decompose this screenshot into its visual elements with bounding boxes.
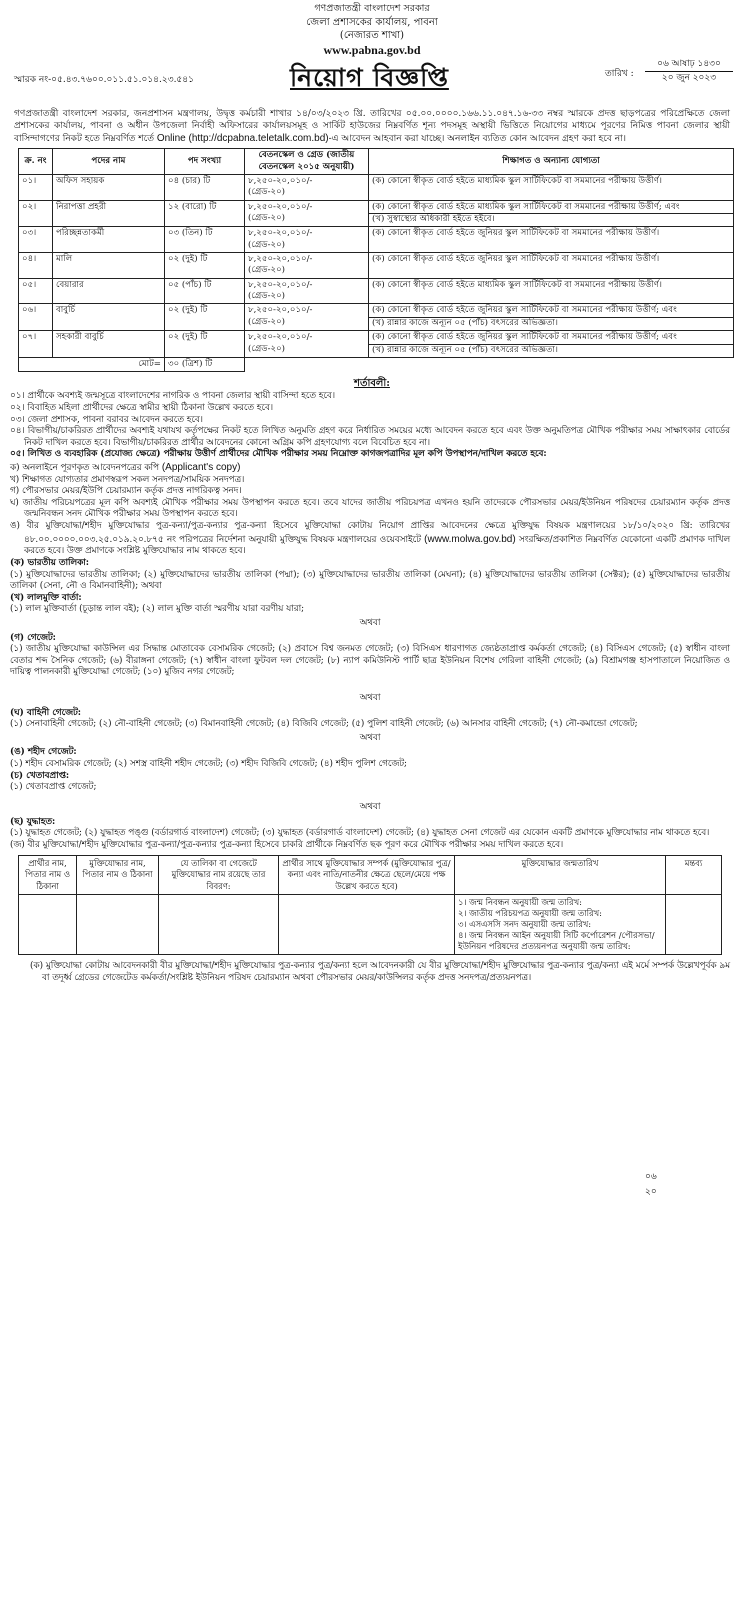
list-ca: (১) খেতাবপ্রাপ্ত গেজেট; [10, 782, 97, 793]
post-count: ০৩ (তিন) টি [165, 227, 245, 253]
post-name: সহকারী বাবুর্চি [53, 331, 165, 358]
letterhead [0, 0, 744, 59]
col-serial: ক্র. নং [19, 149, 53, 175]
total-label: মোট= [19, 357, 165, 371]
conditions-title: শর্তাবলী: [354, 378, 390, 390]
section-name: (নেজারত শাখা) [339, 29, 405, 41]
condition-5a [10, 461, 730, 475]
qual-item: (ক) কোনো স্বীকৃত বোর্ড হইতে মাধ্যমিক স্কুল সার্টিফিকেট বা সমমানের পরীক্ষায় উত্তীর্ণ। [372, 279, 662, 290]
scale: ৮,২৫০-২০,০১০/- [248, 305, 313, 316]
condition-5e [10, 521, 730, 558]
qual-item: (ক) কোনো স্বীকৃত বোর্ড হইতে জুনিয়র স্কুল সার্টিফিকেট বা সমমানের পরীক্ষায় উত্তীর্ণ; এবং [372, 332, 677, 343]
form-cell[interactable] [279, 894, 455, 954]
scale: ৮,২৫০-২০,০১০/- [248, 201, 313, 212]
post-name: অফিস সহায়ক [53, 175, 165, 201]
qual-item: (খ) রান্নার কাজে অন্যূন ০৫ (পাঁচ) বৎসরের অভিজ্ঞতা। [369, 344, 733, 356]
intro-text-1: গণপ্রজাতন্ত্রী বাংলাদেশ সরকার, জনপ্রশাসন মন্ত্রণালয়, উদ্বৃত্ত কর্মচারী শাখার ১৪/০৩/২০২৩ খ্রি. তারিখের ০৫.০০.০০০০.১৬৬.১১.০৪৭.১৬-৩৩ নম্বর স্মারকে প্রদত্ত ছাড়পত্রের পরিপ্রেক্ষিতে জেলা প্রশাসকের কার্যালয়, পাবনা ও অধীন উপজেলা নির্বাহী অফিসারের কার্যালয়সমূহ ও সার্কিট হাউজের নিম্নবর্ণিত শূন্য পদসমূহ অস্থায়ী ভিত্তিতে নিয়োগের মাধ্যমে পূরণের নিমিত্ত পাবনা জেলার স্থায়ী বাসিন্দাগণের নিকট হতে নিম্নবর্ণিত শর্তে [14, 108, 730, 145]
col-qualification: শিক্ষাগত ও অন্যান্য যোগ্যতা [369, 149, 734, 175]
grade: (গ্রেড-২০) [248, 291, 286, 302]
qual-item: (ক) কোনো স্বীকৃত বোর্ড হইতে মাধ্যমিক স্কুল সার্টিফিকেট বা সমমানের পরীক্ষায় উত্তীর্ণ। [372, 176, 662, 187]
qualification [369, 331, 734, 358]
grade: (গ্রেড-২০) [248, 187, 286, 198]
grade: (গ্রেড-২০) [248, 343, 286, 354]
scale: ৮,২৫০-২০,০১০/- [248, 279, 313, 290]
col-scale: বেতনস্কেল ও গ্রেড (জাতীয় বেতনস্কেল ২০১৫ অনুযায়ী) [245, 149, 369, 175]
pay-scale [245, 227, 369, 253]
or-divider: অথবা [359, 617, 381, 628]
pay-scale [245, 304, 369, 331]
vacancy-header-row [19, 149, 734, 175]
form-col-relation: প্রার্থীর সাথে মুক্তিযোদ্ধার সম্পর্ক (মুক্তিযোদ্ধার পুত্র/কন্যা এবং নাতি/নাতনীর ক্ষেত্রে ছেলে/মেয়ে পক্ষ উল্লেখ করতে হবে) [279, 856, 455, 894]
post-count: ০২ (দুই) টি [165, 331, 245, 358]
list-cha: (১) যুদ্ধাহত গেজেট; (২) যুদ্ধাহত পঙ্গু (বর্ডারগার্ড বাংলাদেশ) গেজেট; (৩) যুদ্ধাহত (বর্ডারগার্ড বাংলাদেশ) গেজেট; (৪) যুদ্ধাহত সেনা গেজেট এর যেকোন একটি প্রমাণকে মুক্তিযোদ্ধার নাম থাকতে হবে। [10, 828, 710, 839]
date-bangla: ০৬ আষাঢ় ১৪৩০ [645, 59, 733, 72]
list-ja: (জ) বীর মুক্তিযোদ্ধা/শহীদ মুক্তিযোদ্ধার পুত্র-কন্যা/পুত্র-কন্যার পুত্র-কন্যা হিসেবে চাকরি প্রার্থীকে নিম্নবর্ণিত ছক পূরণ করে মৌখিক পরীক্ষার সময় দাখিল করতে হবে। [10, 839, 564, 850]
molwa-link[interactable]: (www.molwa.gov.bd) [424, 533, 516, 545]
intro-paragraph [14, 109, 730, 147]
pay-scale [245, 331, 369, 358]
condition-5: ০৫। লিখিত ও ব্যবহারিক (প্রযোজ্য ক্ষেত্রে) পরীক্ষায় উত্তীর্ণ প্রার্থীদের মৌখিক পরীক্ষার সময় নিম্নোক্ত কাগজপত্রাদির মূল কপি উপস্থাপন/দাখিল করতে হবে: [10, 449, 547, 460]
qual-item: (ক) কোনো স্বীকৃত বোর্ড হইতে জুনিয়র স্কুল সার্টিফিকেট বা সমমানের পরীক্ষায় উত্তীর্ণ; এবং [372, 305, 677, 316]
form-col-fighter: মুক্তিযোদ্ধার নাম, পিতার নাম ও ঠিকানা [77, 856, 159, 894]
qual-item: (ক) কোনো স্বীকৃত বোর্ড হইতে জুনিয়র স্কুল সার্টিফিকেট বা সমমানের পরীক্ষায় উত্তীর্ণ। [372, 228, 660, 239]
pay-scale [245, 200, 369, 227]
form-cell[interactable] [159, 894, 279, 954]
pay-scale [245, 253, 369, 279]
list-kha: (১) লাল মুক্তিবার্তা (চূড়ান্ত লাল বই); (২) লাল মুক্তি বার্তা স্মরণীয় যারা বরণীয় যারা; [10, 604, 305, 615]
scale: ৮,২৫০-২০,০১০/- [248, 332, 313, 343]
date-english: ২০ জুন ২০২৩ [661, 72, 717, 83]
qualification [369, 253, 734, 279]
serial: ০৭। [19, 331, 53, 358]
page-mark-1: ০৬ [645, 1172, 657, 1182]
qual-item: (খ) রান্নার কাজে অন্যূন ০৫ (পাঁচ) বৎসরের অভিজ্ঞতা। [369, 317, 733, 329]
scale: ৮,২৫০-২০,০১০/- [248, 228, 313, 239]
footnote: (ক) মুক্তিযোদ্ধা কোটায় আবেদনকারী বীর মুক্তিযোদ্ধা/শহীদ মুক্তিযোদ্ধার পুত্র-কন্যার পুত্র/কন্যা হলে আবেদনকারী যে বীর মুক্তিযোদ্ধা/শহীদ মুক্তিযোদ্ধার পুত্র-কন্যার পুত্র/কন্যা এই মর্মে সম্পর্ক উল্লেখপূর্বক ৯ম বা তদূর্ধ্ব গ্রেডের গেজেটেড কর্মকর্তা/সংশ্লিষ্ট ইউনিয়ন পরিষদ চেয়ারম্যান অথবা পৌরসভার মেয়র/কাউন্সিলর কর্তৃক প্রদত্ত সনদপত্র/প্রত্যয়নপত্র। [30, 961, 730, 983]
qualification [369, 200, 734, 227]
table-row [19, 200, 734, 227]
dob-item: ২। জাতীয় পরিচয়পত্র অনুযায়ী জন্ম তারিখ: [458, 907, 602, 918]
post-count: ০৫ (পাঁচ) টি [165, 278, 245, 304]
list-ca-title: (চ) খেতাবপ্রাপ্ত: [10, 770, 70, 781]
post-name: বাবুর্চি [53, 304, 165, 331]
pay-scale [245, 175, 369, 201]
pay-scale [245, 278, 369, 304]
grade: (গ্রেড-২০) [248, 316, 286, 327]
form-cell[interactable] [666, 894, 722, 954]
table-row [19, 278, 734, 304]
serial: ০৩। [19, 227, 53, 253]
list-gha: (১) সেনাবাহিনী গেজেট; (২) নৌ-বাহিনী গেজেট; (৩) বিমানবাহিনী গেজেট; (৪) বিজিবি গেজেট; (৫) পুলিশ বাহিনী গেজেট; (৬) আনসার বাহিনী গেজেট; (৭) নৌ-কমান্ডো গেজেট; [10, 719, 638, 730]
condition-4: ০৪। বিভাগীয়/চাকরিরত প্রার্থীদের অবশ্যই যথাযথ কর্তৃপক্ষের নিকট হতে লিখিত অনুমতি গ্রহণ করে নির্ধারিত সময়ের মধ্যে আবেদন করতে হবে এবং উক্ত অনুমতিপত্র মৌখিক পরীক্ষার সময় সাক্ষাৎকার বোর্ডের নিকট দাখিল করতে হবে। বিভাগীয়/চাকরিরত প্রার্থীর আবেদনের কোনো অগ্রিম কপি গ্রহণযোগ্য বলে বিবেচিত হবে না। [10, 426, 730, 448]
online-link[interactable]: Online (http://dcpabna.teletalk.com.bd) [156, 133, 329, 145]
scale: ৮,২৫০-২০,০১০/- [248, 176, 313, 187]
grade: (গ্রেড-২০) [248, 213, 286, 224]
date-label: তারিখ : [605, 68, 634, 79]
table-row [19, 175, 734, 201]
or-divider: অথবা [359, 693, 381, 704]
table-row [19, 304, 734, 331]
list-ka: (১) মুক্তিযোদ্ধাদের ভারতীয় তালিকা; (২) মুক্তিযোদ্ধাদের ভারতীয় তালিকা (পদ্মা); (৩) মুক্তিযোদ্ধাদের ভারতীয় তালিকা (মেঘনা); (৪) মুক্তিযোদ্ধাদের ভারতীয় তালিকা (সেক্টর); (৫) মুক্তিযোদ্ধাদের ভারতীয় তালিকা (সেনা, নৌ ও বিমানবাহিনী); অথবা [10, 569, 730, 592]
list-uma-title: (ঙ) শহীদ গেজেট: [10, 747, 77, 758]
list-ga-title: (গ) গেজেট: [10, 632, 56, 643]
table-row [19, 331, 734, 358]
list-cha-title: (ছ) যুদ্ধাহত: [10, 816, 56, 827]
memo-number: স্মারক নং-০৫.৪৩.৭৬০০.০১১.৫১.০১৪.২৩.৫৪১ [14, 74, 194, 85]
serial: ০৪। [19, 253, 53, 279]
freedom-fighter-form [18, 855, 722, 955]
office-name: জেলা প্রশাসকের কার্যালয়, পাবনা [306, 16, 438, 28]
post-count: ০২ (দুই) টি [165, 253, 245, 279]
dob-item: ৪। জন্ম নিবন্ধন আইন অনুযায়ী সিটি কর্পোরেশন /পৌরসভা/ইউনিয়ন পরিষদের প্রত্যয়নপত্র অনুযায়ী জন্ম তারিখ: [458, 929, 655, 951]
form-body-row [19, 894, 722, 954]
serial: ০২। [19, 200, 53, 227]
qual-item: (ক) কোনো স্বীকৃত বোর্ড হইতে জুনিয়র স্কুল সার্টিফিকেট বা সমমানের পরীক্ষায় উত্তীর্ণ। [372, 254, 660, 265]
condition-2: ০২। বিবাহিত মহিলা প্রার্থীদের ক্ষেত্রে স্বামীর স্থায়ী ঠিকানা উল্লেখ করতে হবে। [10, 403, 273, 413]
qualification [369, 304, 734, 331]
list-uma: (১) শহীদ বেসামরিক গেজেট; (২) সশস্ত্র বাহিনী শহীদ গেজেট; (৩) শহীদ বিজিবি গেজেট; (৪) শহীদ পুলিশ গেজেট; [10, 759, 407, 770]
vacancy-table [18, 148, 734, 372]
form-cell[interactable] [77, 894, 159, 954]
c5a-text: ক) অনলাইনে পূরণকৃত আবেদনপত্রের কপি [10, 463, 162, 474]
c5e-text-2: সংরক্ষিত/প্রকাশিত নিম্নবর্ণিত যেকোনো একটি প্রমাণক দাখিল করতে হবে। উক্ত প্রমাণকে সংশ্লিষ্ট মুক্তিযোদ্ধার নাম থাকতে হবে। [24, 534, 730, 557]
list-kha-title: (খ) লালমুক্তি বার্তা: [10, 592, 82, 603]
c5a-english: (Applicant's copy) [161, 462, 241, 474]
qualification [369, 278, 734, 304]
list-ga: (১) জাতীয় মুক্তিযোদ্ধা কাউন্সিল এর সিদ্ধান্ত মোতাবেক বেসামরিক গেজেট; (২) প্রবাসে বিশ্ব জনমত গেজেট; (৩) বিসিএস ধারণাগত জ্যেষ্ঠতাপ্রাপ্ত কর্মকর্তা গেজেট; (৪) বিসিএস গেজেট; (৫) স্বাধীন বাংলা বেতার শব্দ সৈনিক গেজেট; (৬) বীরাঙ্গনা গেজেট; (৭) স্বাধীন বাংলা ফুটবল দল গেজেট; (৮) ন্যাপ কমিউনিস্ট পার্টি ছাত্র ইউনিয়ন বিশেষ গেরিলা বাহিনী গেজেট; (৯) বিশ্রামগঞ্জ হাসপাতালে নিয়োজিত ও দায়িত্ব পালনকারী মুক্তিযোদ্ধা গেজেট; (১০) মুজিব নগর গেজেট; [10, 644, 730, 678]
col-post: পদের নাম [53, 149, 165, 175]
table-row [19, 227, 734, 253]
list-ka-title: (ক) ভারতীয় তালিকা: [10, 557, 90, 568]
form-col-list: যে তালিকা বা গেজেটে মুক্তিযোদ্ধার নাম রয়েছে তার বিবরণ: [159, 856, 279, 894]
post-name: পরিচ্ছন্নতাকর্মী [53, 227, 165, 253]
table-row [19, 253, 734, 279]
condition-5b: খ) শিক্ষাগত যোগ্যতার প্রমাণস্বরূপ সকল সনদপত্র/সাময়িক সনদপত্র। [10, 474, 245, 485]
condition-3: ০৩। জেলা প্রশাসক, পাবনা বরাবর আবেদন করতে হবে। [10, 414, 203, 425]
serial: ০১। [19, 175, 53, 201]
total-value: ৩০ (ত্রিশ) টি [165, 357, 245, 371]
condition-5c: গ) পৌরসভার মেয়র/ইউপি চেয়ারম্যান কর্তৃক প্রদত্ত নাগরিকত্ব সনদ। [10, 486, 242, 497]
post-count: ১২ (বারো) টি [165, 200, 245, 227]
col-count: পদ সংখ্যা [165, 149, 245, 175]
govt-name: গণপ্রজাতন্ত্রী বাংলাদেশ সরকার [314, 3, 430, 14]
dob-cell [455, 894, 666, 954]
grade: (গ্রেড-২০) [248, 265, 286, 276]
condition-1: ০১। প্রার্থীকে অবশ্যই জন্মসূত্রে বাংলাদেশের নাগরিক ও পাবনা জেলার স্থায়ী বাসিন্দা হতে হবে। [10, 391, 335, 402]
page-mark-2: ২০ [645, 1187, 657, 1197]
page-title: নিয়োগ বিজ্ঞপ্তি [290, 62, 449, 92]
grade: (গ্রেড-২০) [248, 239, 286, 250]
post-name: বেয়ারার [53, 278, 165, 304]
condition-5d: ঘ) জাতীয় পরিচয়পত্রের মূল কপি অবশ্যই মৌখিক পরীক্ষার সময় উপস্থাপন করতে হবে। তবে যাদের জাতীয় পরিচয়পত্র এখনও হয়নি তাদেরকে পৌরসভার মেয়র/ইউনিয়ন পরিষদের চেয়ারম্যান কর্তৃক প্রদত্ত জন্মনিবন্ধন সনদ মৌখিক পরীক্ষার সময় উপস্থাপন করতে হবে। [10, 497, 730, 520]
dob-item: ৩। এসএসসি সনদ অনুযায়ী জন্ম তারিখ: [458, 918, 592, 929]
form-col-remarks: মন্তব্য [666, 856, 722, 894]
reference-row [0, 59, 744, 107]
post-name: নিরাপত্তা প্রহরী [53, 200, 165, 227]
post-count: ০৪ (চার) টি [165, 175, 245, 201]
form-col-dob: মুক্তিযোদ্ধার জন্মতারিখ [455, 856, 666, 894]
conditions-list [10, 391, 730, 851]
form-header-row [19, 856, 722, 894]
list-gha-title: (ঘ) বাহিনী গেজেট: [10, 707, 82, 718]
total-row [19, 357, 734, 371]
post-count: ০২ (দুই) টি [165, 304, 245, 331]
qual-item: (ক) কোনো স্বীকৃত বোর্ড হইতে মাধ্যমিক স্কুল সার্টিফিকেট বা সমমানের পরীক্ষায় উত্তীর্ণ; এবং [372, 201, 680, 212]
scale: ৮,২৫০-২০,০১০/- [248, 254, 313, 265]
qual-item: (খ) সুস্বাস্থ্যের অধিকারী হইতে হইবে। [369, 213, 733, 225]
post-name: মালি [53, 253, 165, 279]
qualification [369, 227, 734, 253]
form-col-applicant: প্রার্থীর নাম, পিতার নাম ও ঠিকানা [19, 856, 77, 894]
or-divider: অথবা [359, 732, 381, 743]
qualification [369, 175, 734, 201]
website-link[interactable]: www.pabna.gov.bd [323, 42, 421, 57]
or-divider: অথবা [359, 801, 381, 812]
form-cell[interactable] [19, 894, 77, 954]
dob-item: ১। জন্ম নিবন্ধন অনুযায়ী জন্ম তারিখ: [458, 896, 582, 907]
c5e-text: ঙ) বীর মুক্তিযোদ্ধা/শহীদ মুক্তিযোদ্ধার পুত্র-কন্যা/পুত্র-কন্যার পুত্র-কন্যা হিসেবে মুক্তিযোদ্ধা কোটায় নিয়োগ প্রাপ্তির আবেদনের ক্ষেত্রে মুক্তিযুদ্ধ বিষয়ক মন্ত্রণালয়ের ১৮/১০/২০২০ খ্রি: তারিখের ৪৮.০০.০০০০.০০৩.২৫.০১৯.২০.৮৭৫ নং পরিপত্রের নির্দেশনা অনুযায়ী মুক্তিযুদ্ধ বিষয়ক মন্ত্রণালয়ের ওয়েবসাইটে [10, 521, 730, 545]
serial: ০৬। [19, 304, 53, 331]
serial: ০৫। [19, 278, 53, 304]
intro-text-2: -এ আবেদন আহবান করা যাচ্ছে। অনলাইন ব্যতিত কোন আবেদন গ্রহণ করা হবে না। [328, 134, 626, 145]
